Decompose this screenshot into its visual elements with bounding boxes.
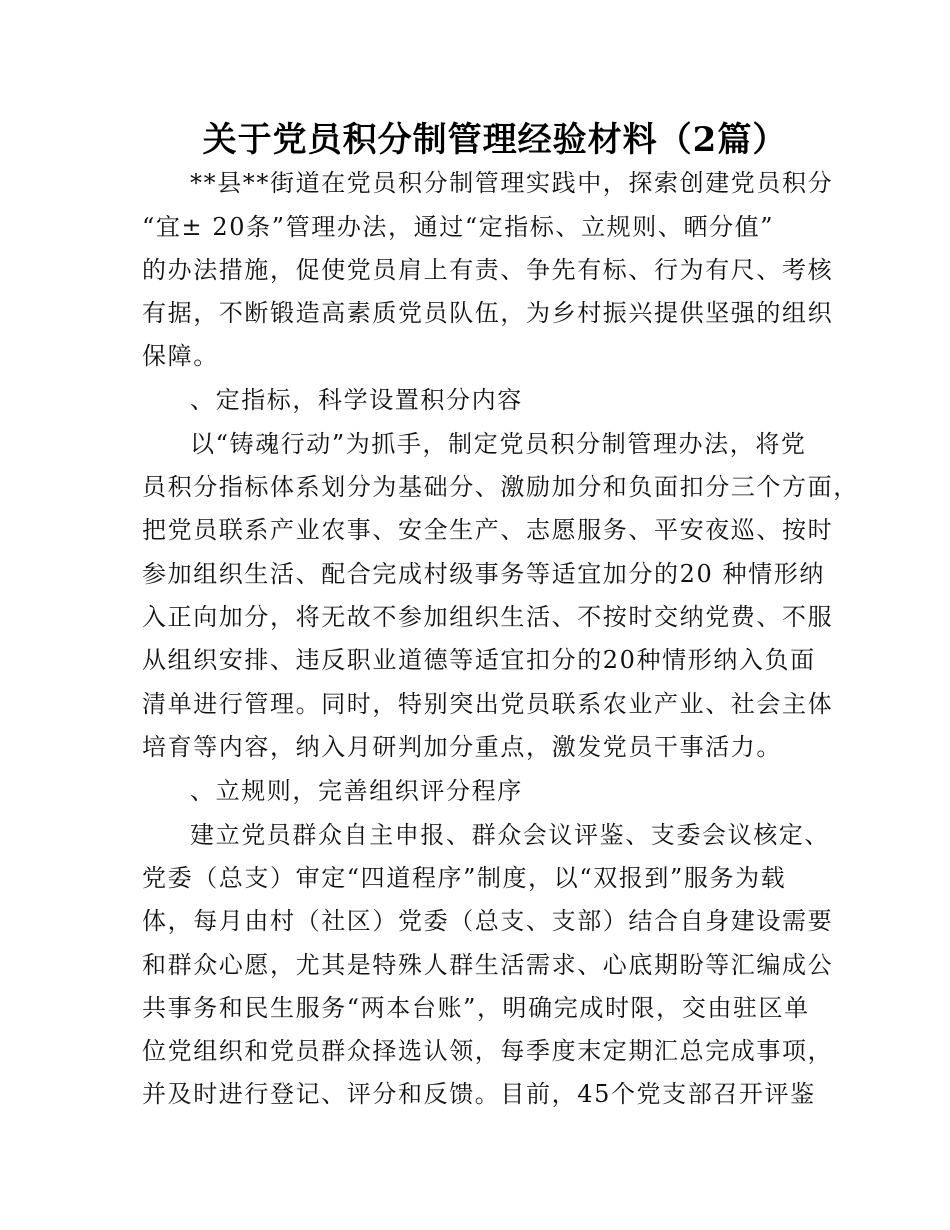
paragraph-line: 从组织安排、违反职业道德等适宜扣分的20种情形纳入负面	[142, 646, 816, 674]
paragraph-line: 党委（总支）审定“四道程序”制度，以“双报到”服务为载	[142, 864, 787, 892]
paragraph-line: 建立党员群众自主申报、群众会议评鉴、支委会议核定、	[190, 821, 830, 849]
paragraph-line: 保障。	[142, 342, 219, 370]
paragraph-line: 员积分指标体系划分为基础分、激励加分和负面扣分三个方面，	[142, 473, 859, 501]
paragraph-line: 的办法措施，促使党员肩上有责、争先有标、行为有尺、考核	[142, 256, 834, 284]
paragraph-line: 并及时进行登记、评分和反馈。目前，45个党支部召开评鉴	[142, 1080, 816, 1108]
paragraph-line: **县**街道在党员积分制管理实践中，探索创建党员积分	[190, 169, 834, 197]
section-heading: 、定指标，科学设置积分内容	[190, 386, 523, 414]
paragraph-line: 参加组织生活、配合完成村级事务等适宜加分的20 种情形纳	[142, 560, 825, 588]
paragraph-line: 入正向加分，将无故不参加组织生活、不按时交纳党费、不服	[142, 603, 834, 631]
paragraph-line: 清单进行管理。同时，特别突出党员联系农业产业、社会主体	[142, 690, 834, 718]
paragraph-line: 把党员联系产业农事、安全生产、志愿服务、平安夜巡、按时	[142, 516, 834, 544]
paragraph-line: 和群众心愿，尤其是特殊人群生活需求、心底期盼等汇编成公	[142, 951, 834, 979]
paragraph-line: “宜± 20条”管理办法，通过“定指标、立规则、晒分值”	[142, 213, 775, 241]
section-heading: 、立规则，完善组织评分程序	[190, 777, 523, 805]
document-title: 关于党员积分制管理经验材料（2篇）	[202, 120, 788, 160]
paragraph-line: 以“铸魂行动”为抓手，制定党员积分制管理办法，将党	[190, 430, 807, 458]
paragraph-line: 共事务和民生服务“两本台账”，明确完成时限，交由驻区单	[142, 994, 810, 1022]
paragraph-line: 培育等内容，纳入月研判加分重点，激发党员干事活力。	[142, 733, 782, 761]
paragraph-line: 有据，不断锻造高素质党员队伍，为乡村振兴提供坚强的组织	[142, 299, 834, 327]
paragraph-line: 位党组织和党员群众择选认领，每季度末定期汇总完成事项，	[142, 1037, 834, 1065]
paragraph-line: 体，每月由村（社区）党委（总支、支部）结合自身建设需要	[142, 907, 834, 935]
